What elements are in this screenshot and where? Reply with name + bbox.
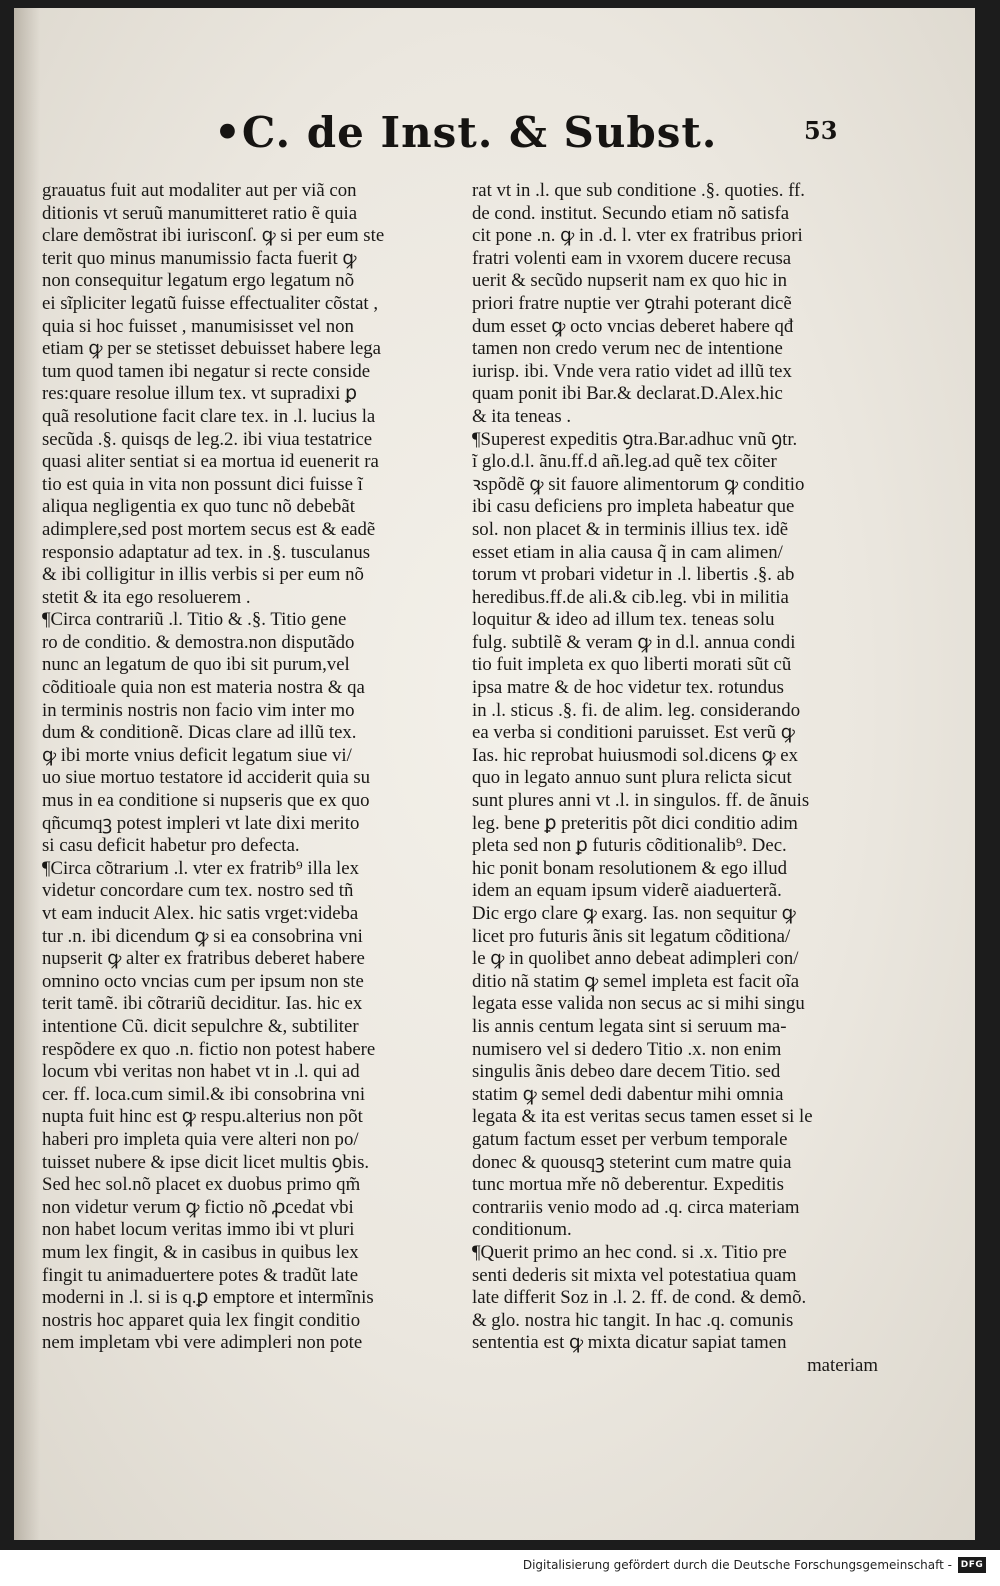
text-line: ¶Circa cõtrarium .l. vter ex fratrib⁹ illa lex (42, 857, 359, 879)
text-line: heredibus.ff.de ali.& cib.leg. vbi in militia (472, 586, 789, 608)
text-line: de cond. institut. Secundo etiam nõ satisfa (472, 202, 790, 224)
text-line: res:quare resolue illum tex. vt supradixi ꝑ (42, 383, 357, 405)
text-line: tamen non credo verum nec de intentione (472, 338, 783, 360)
text-line: omnino octo vncias cum per ipsum non ste (42, 970, 364, 992)
text-line: nupserit ꝙ alter ex fratribus deberet habere (42, 948, 365, 970)
text-line: dum & conditionẽ. Dicas clare ad illũ tex. (42, 722, 357, 744)
text-line: singulis ãnis debeo dare decem Titio. sed (472, 1061, 781, 1083)
text-line: quã resolutione facit clare tex. in .l. lucius la (42, 405, 376, 427)
text-line: fratri volenti eam in vxorem ducere recusa (472, 247, 792, 269)
text-line: stetit & ita ego resoluerem . (42, 586, 251, 608)
text-line: locum vbi veritas non habet vt in .l. qui ad (42, 1061, 360, 1083)
text-line: licet pro futuris ãnis sit legatum cõditiona/ (472, 925, 791, 947)
text-line: vt eam inducit Alex. hic satis vrget:videba (42, 903, 359, 924)
text-line: intentione Cũ. dicit sepulchre &, subtiliter (42, 1015, 359, 1037)
text-line: gatum factum esset per verbum temporale (472, 1128, 788, 1150)
text-line: torum vt probari videtur in .l. libertis .§. ab (472, 564, 795, 586)
text-line: aliqua negligentia ex quo tunc nõ debebãt (42, 496, 355, 518)
text-line: Ias. hic reprobat huiusmodi sol.dicens ꝙ ex (472, 744, 799, 766)
text-line: ¶Superest expeditis ꝯtra.Bar.adhuc vnũ ꝯtr. (472, 428, 798, 450)
text-line: pleta sed non ꝑ futuris cõditionalib⁹. Dec. (472, 835, 787, 857)
text-line: ꝙ ibi morte vnius deficit legatum siue vi/ (42, 744, 352, 766)
left-text-column (42, 180, 452, 1355)
text-line: legata esse valida non secus ac si mihi singu (472, 993, 805, 1015)
text-line: materiam (807, 1354, 878, 1376)
text-line: etiam ꝙ per se stetisset debuisset habere lega (42, 338, 382, 360)
text-line: ĩ glo.d.l. ãnu.ff.d añ.leg.ad quẽ tex cõiter (472, 451, 777, 473)
text-line: ea verba si conditioni paruisset. Est verũ ꝙ (472, 722, 795, 744)
text-line: sententia est ꝙ mixta dicatur sapiat tamen (472, 1332, 787, 1354)
text-line: sunt plures anni vt .l. in singulos. ff. de ãnuis (472, 790, 810, 812)
text-line: cit pone .n. ꝙ in .d. l. vter ex fratribus priori (472, 225, 803, 247)
text-line: uo siue mortuo testatore id acciderit quia su (42, 767, 371, 789)
text-line: terit quo minus manumissio facta fuerit ꝙ (42, 247, 357, 269)
text-line: adimplere,sed post mortem secus est & eadẽ (42, 518, 376, 540)
page-title: •C. de Inst. & Subst. (214, 108, 718, 157)
text-line: & ita teneas . (472, 405, 572, 427)
text-line: ditionis vt seruũ manumitteret ratio ẽ quia (42, 202, 358, 224)
text-line: tum quod tamen ibi negatur si recte conside (42, 360, 371, 382)
text-line: clare demõstrat ibi iurisconſ. ꝙ si per eum ste (42, 225, 385, 247)
text-line: moderni in .l. si is q.ꝑ emptore et intermĩnis (42, 1287, 374, 1309)
text-line: responsio adaptatur ad tex. in .§. tusculanus (42, 541, 371, 563)
text-line: videtur concordare cum tex. nostro sed tñ (42, 880, 354, 902)
text-line: qñcumqꝫ potest impleri vt late dixi merito (42, 812, 360, 834)
text-line: nem impletam vbi vere adimpleri non pote (42, 1332, 363, 1354)
text-line: hic ponit bonam resolutionem & ego illud (472, 857, 788, 879)
text-line: conditionum. (472, 1219, 572, 1241)
text-line: statim ꝙ semel dedi dabentur mihi omnia (472, 1083, 784, 1105)
text-line: ibi casu deficiens pro impleta habeatur que (472, 496, 795, 518)
text-line: in .l. sticus .§. fi. de alim. leg. considerando (472, 699, 801, 721)
text-line: tunc mortua mře nõ deberentur. Expeditis (472, 1174, 784, 1196)
text-line: secũda .§. quisqs de leg.2. ibi viua testatrice (42, 428, 373, 450)
text-line: loquitur & ideo ad illum tex. teneas solu (472, 609, 775, 631)
text-line: tio est quia in vita non possunt dici fuisse ĩ (42, 473, 363, 495)
text-line: uerit & secũdo nupserit nam ex quo hic in (472, 270, 788, 292)
text-line: fulg. subtilẽ & veram ꝙ in d.l. annua condi (472, 631, 796, 653)
text-line: ¶Querit primo an hec cond. si .x. Titio pre (472, 1241, 787, 1263)
text-line: le ꝙ in quolibet anno debeat adimpleri con/ (472, 948, 799, 970)
text-line: ditio nã statim ꝙ semel impleta est facit oĩa (472, 970, 800, 992)
text-line: late differit Soz in .l. 2. ff. de cond. & demõ. (472, 1287, 807, 1309)
text-line: haberi pro impleta quia vere alteri non po/ (42, 1128, 359, 1150)
text-line: ꝛspõdẽ ꝙ sit fauore alimentorum ꝙ conditio (472, 473, 805, 495)
text-line: non consequitur legatum ergo legatum nõ (42, 270, 355, 292)
text-line: non habet locum veritas immo ibi vt pluri (42, 1219, 355, 1241)
book-page (14, 8, 975, 1540)
text-line: grauatus fuit aut modaliter aut per viã con (42, 180, 357, 201)
text-line: cer. ff. loca.cum simil.& ibi consobrina vni (42, 1083, 366, 1105)
text-line: legata & ita est veritas secus tamen esset si le (472, 1106, 813, 1128)
text-line: Dic ergo clare ꝙ exarg. Ias. non sequitur ꝙ (472, 903, 796, 924)
text-line: fingit tu animaduertere potes & tradũt late (42, 1264, 359, 1286)
text-line: respõdere ex quo .n. fictio non potest habere (42, 1038, 376, 1060)
text-line: iurisp. ibi. Vnde vera ratio videt ad illũ tex (472, 360, 792, 382)
text-line: cõditioale quia non est materia nostra & qa (42, 677, 365, 699)
text-line: quia si hoc fuisset , manumisisset vel non (42, 315, 354, 337)
text-line: nunc an legatum de quo ibi sit purum,vel (42, 654, 350, 676)
text-line: esset etiam in alia causa q̃ in cam alimen/ (472, 541, 783, 563)
text-line: si casu deficit habetur pro defecta. (42, 835, 300, 857)
text-line: mum lex fingit, & in casibus in quibus lex (42, 1241, 359, 1263)
text-line: in terminis nostris non facio vim inter mo (42, 699, 355, 721)
folio-number: 53 (804, 116, 838, 145)
text-line: tio fuit impleta ex quo liberti morati sũt cũ (472, 654, 792, 676)
text-line: donec & quousqꝫ steterint cum matre quia (472, 1151, 792, 1173)
text-line: sol. non placet & in terminis illius tex. idẽ (472, 518, 789, 540)
text-line: lis annis centum legata sint si seruum ma- (472, 1015, 787, 1037)
funding-credit: Digitalisierung gefördert durch die Deutsche Forschungsgemeinschaft - (522, 1558, 952, 1572)
text-line: contrariis venio modo ad .q. circa materiam (472, 1196, 800, 1218)
text-line: ¶Circa contrariũ .l. Titio & .§. Titio gene (42, 609, 347, 631)
running-head (14, 108, 975, 168)
text-line: quo in legato annuo sunt plura relicta sicut (472, 767, 792, 789)
text-line: Sed hec sol.nõ placet ex duobus primo qm̃ (42, 1174, 361, 1196)
right-text-column (472, 180, 882, 1377)
text-line: rat vt in .l. que sub conditione .§. quoties. ff. (472, 180, 805, 201)
text-line: mus in ea conditione si nupseris que ex quo (42, 790, 370, 812)
text-line: senti dederis sit mixta vel potestatiua quam (472, 1264, 797, 1286)
dfg-logo-icon: DFG (958, 1557, 986, 1573)
text-line: quasi aliter sentiat si ea mortua id euenerit ra (42, 451, 379, 473)
text-line: dum esset ꝙ octo vncias deberet habere qđ (472, 315, 794, 337)
text-line: terit tamẽ. ibi cõtrariũ deciditur. Ias. hic ex (42, 993, 363, 1015)
text-line: quam ponit ibi Bar.& declarat.D.Alex.hic (472, 383, 783, 405)
text-line: numisero vel si dedero Titio .x. non enim (472, 1038, 782, 1060)
text-line: non videtur verum ꝙ fictio nõ ꝓcedat vbi (42, 1196, 354, 1218)
text-line: & ibi colligitur in illis verbis si per eum nõ (42, 564, 364, 586)
text-line: tuisset nubere & ipse dicit licet multis ꝯbis. (42, 1151, 370, 1173)
text-line: ro de conditio. & demostra.non disputãdo (42, 631, 355, 653)
text-line: nostris hoc apparet quia lex fingit conditio (42, 1309, 361, 1331)
digitization-footer (0, 1550, 1000, 1586)
text-line: idem an equam ipsum viderẽ aiaduerterã. (472, 880, 782, 902)
text-line: nupta fuit hinc est ꝙ respu.alterius non põt (42, 1106, 363, 1128)
text-line: leg. bene ꝑ preteritis põt dici conditio adim (472, 812, 798, 834)
text-line: tur .n. ibi dicendum ꝙ si ea consobrina vni (42, 925, 363, 947)
text-line: ipsa matre & de hoc videtur tex. rotundus (472, 677, 784, 699)
text-line: ei sĩpliciter legatũ fuisse effectualiter cõstat , (42, 292, 379, 314)
text-line: & glo. nostra hic tangit. In hac .q. comunis (472, 1309, 794, 1331)
text-line: priori fratre nuptie ver ꝯtrahi poterant dicẽ (472, 292, 792, 314)
